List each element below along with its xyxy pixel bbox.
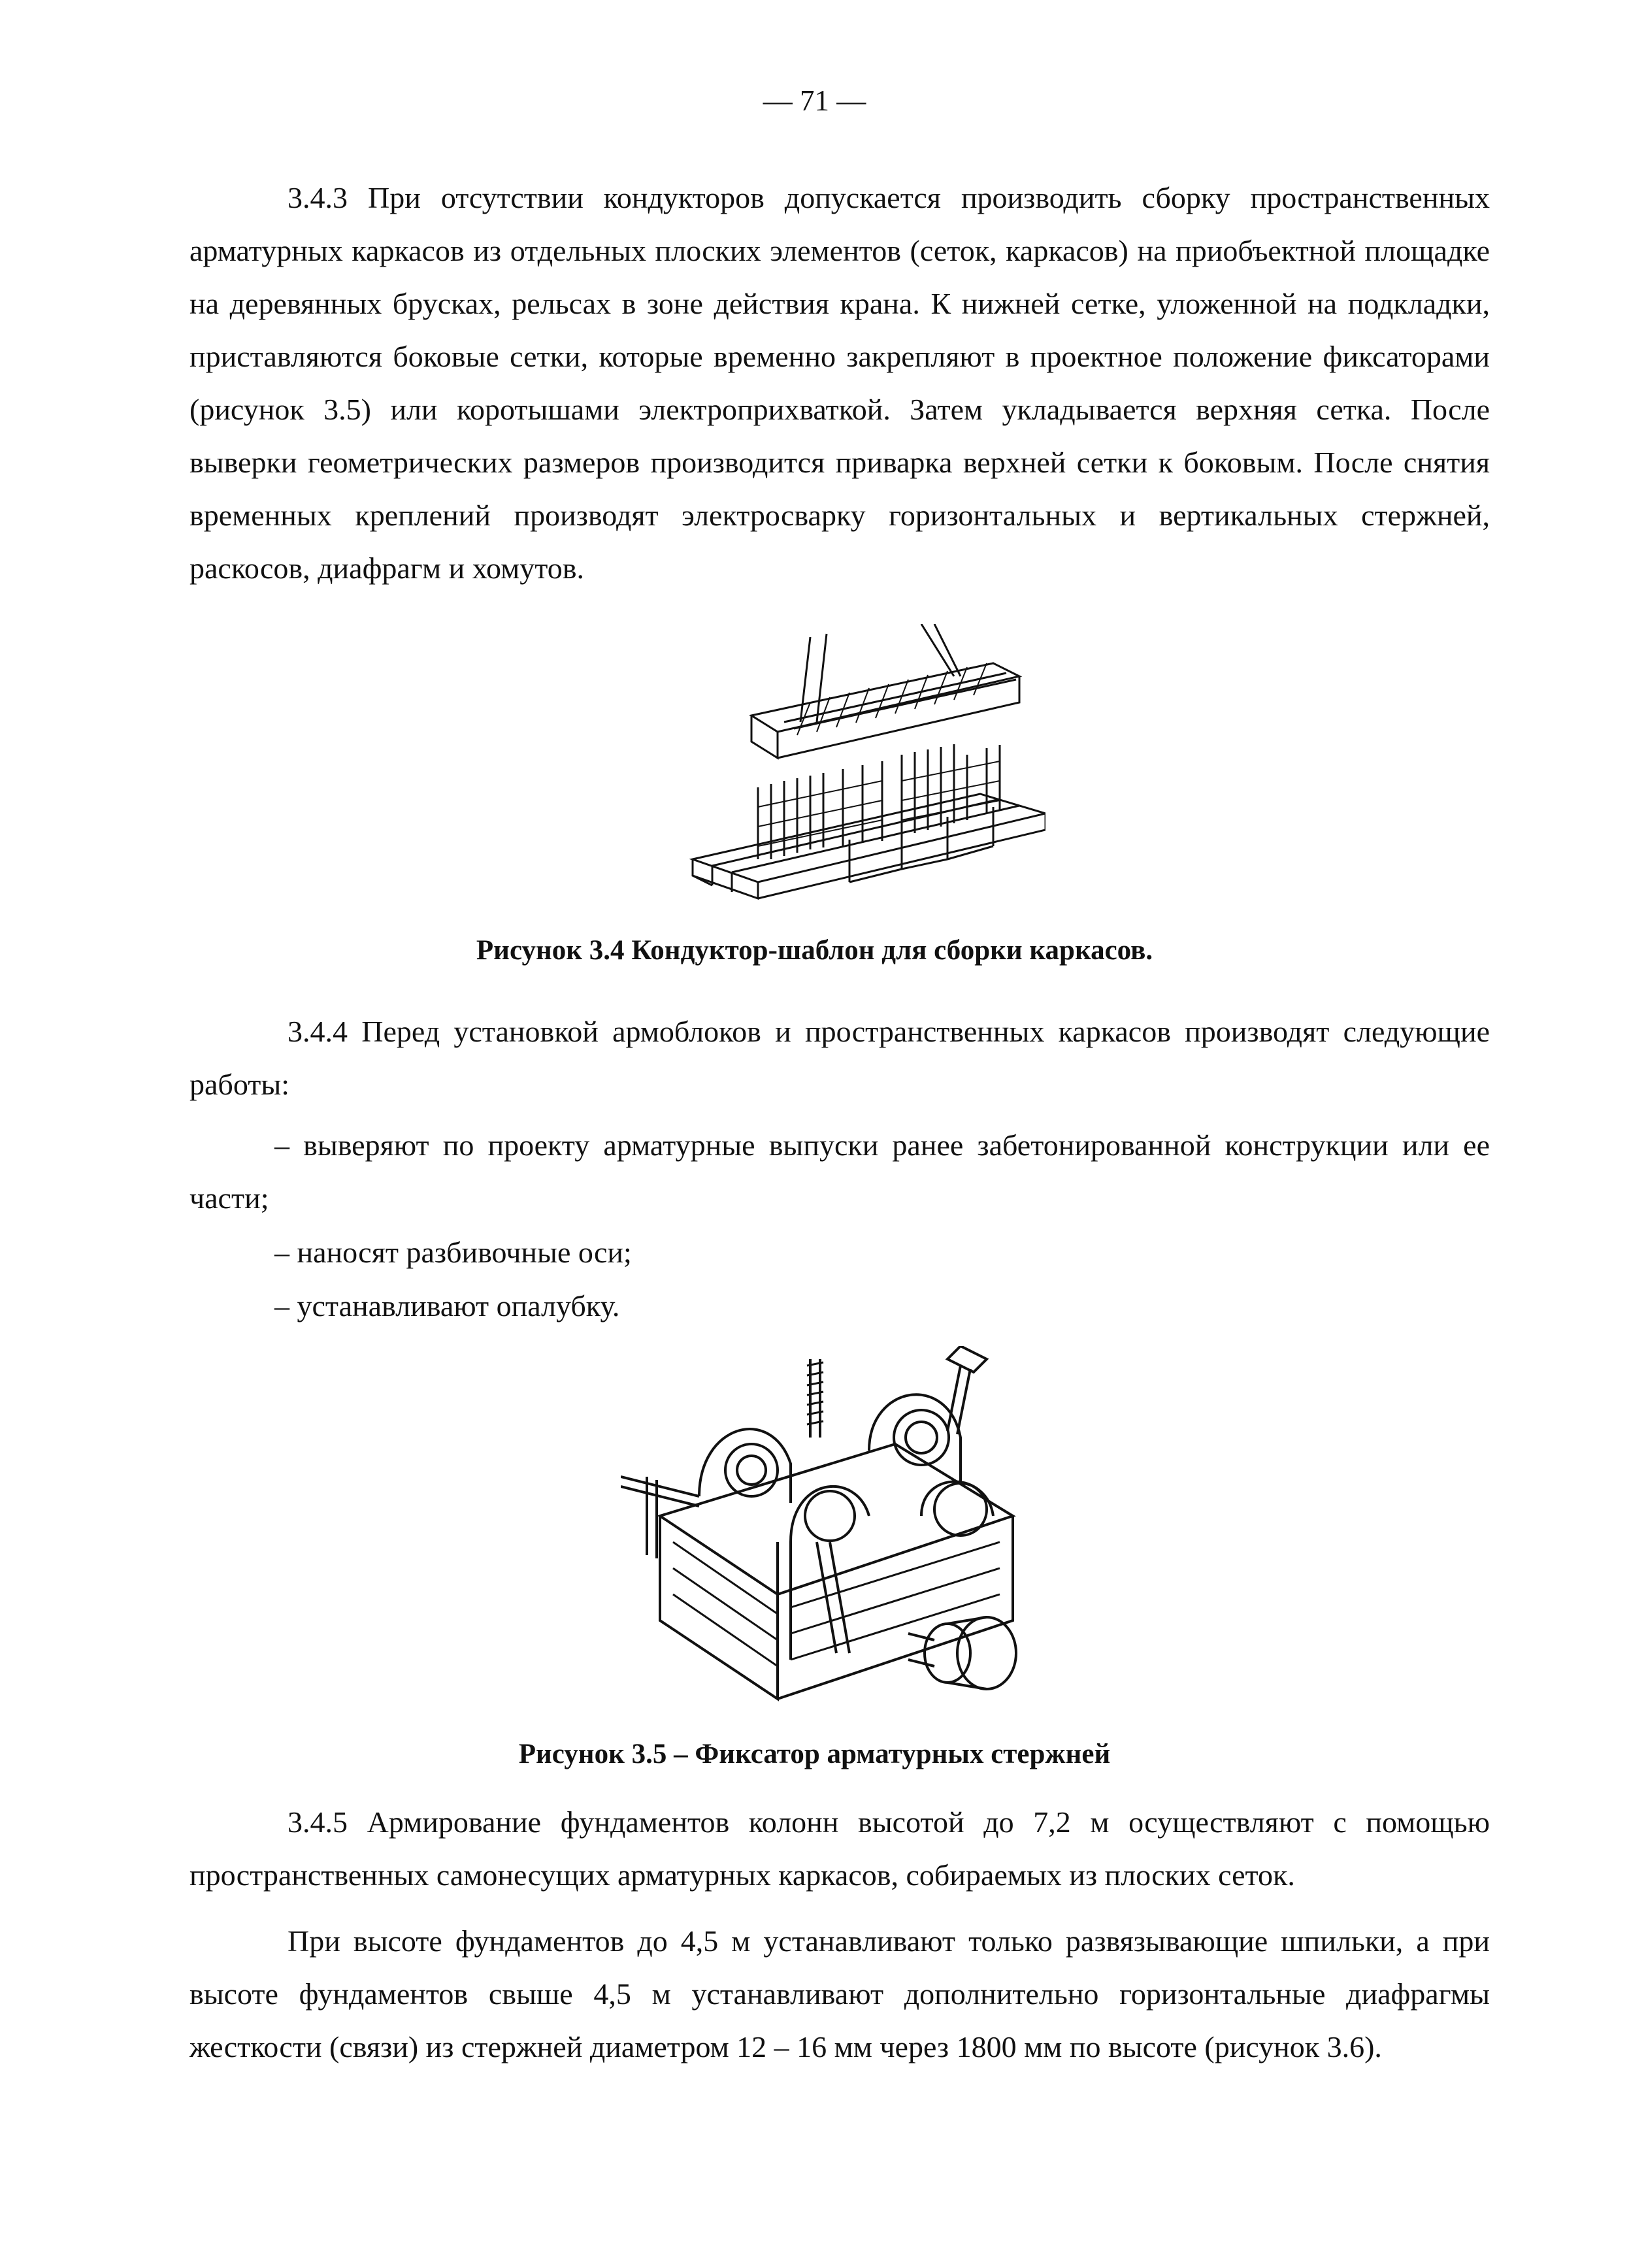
figure-3-4-caption: Рисунок 3.4 Кондуктор-шаблон для сборки каркасов.	[476, 935, 1153, 966]
paragraph-foundation-height: При высоте фундаментов до 4,5 м устанавливают только развязывающие шпильки, а при высоте фундаментов свыше 4,5 м устанавливают дополнительно горизонтальные диафрагмы жесткости (связи) из стержней диаметром 12 – 16 мм через 1800 мм по высоте (рисунок 3.6).	[189, 1924, 1490, 2063]
paragraph-3-4-5: 3.4.5 Армирование фундаментов колонн высотой до 7,2 м осуществляют с помощью пространственных самонесущих арматурных каркасов, собираемых из плоских сеток.	[189, 1805, 1490, 1892]
list-item-install-formwork: – устанавливают опалубку.	[274, 1289, 620, 1323]
paragraph-3-4-3: 3.4.3 При отсутствии кондукторов допускается производить сборку пространственных арматурных каркасов из отдельных плоских элементов (сеток, каркасов) на приобъектной площадке на деревянных брусках, рельсах в зоне действия крана. К нижней сетке, уложенной на подкладки, приставляются боковые сетки, которые временно закрепляют в проектное положение фиксаторами (рисунок 3.5) или коротышами электроприхваткой. Затем укладывается верхняя сетка. После выверки геометрических размеров производится приварка верхней сетки к боковым. После снятия временных креплений производят электросварку горизонтальных и вертикальных стержней, раскосов, диафрагм и хомутов.	[189, 181, 1490, 585]
figure-3-5-rebar-clamp-drawing	[621, 1346, 1039, 1718]
list-item-mark-axes: – наносят разбивочные оси;	[274, 1236, 632, 1269]
figure-3-5-caption: Рисунок 3.5 – Фиксатор арматурных стержней	[518, 1739, 1111, 1769]
list-item-verify-outlets: – выверяют по проекту арматурные выпуски ранее забетонированной конструкции или ее части;	[189, 1128, 1490, 1215]
paragraph-3-4-4: 3.4.4 Перед установкой армоблоков и пространственных каркасов производят следующие работы:	[189, 1015, 1490, 1101]
page-number: — 71 —	[763, 84, 866, 117]
figure-3-4-jig-template-drawing	[653, 624, 1045, 912]
